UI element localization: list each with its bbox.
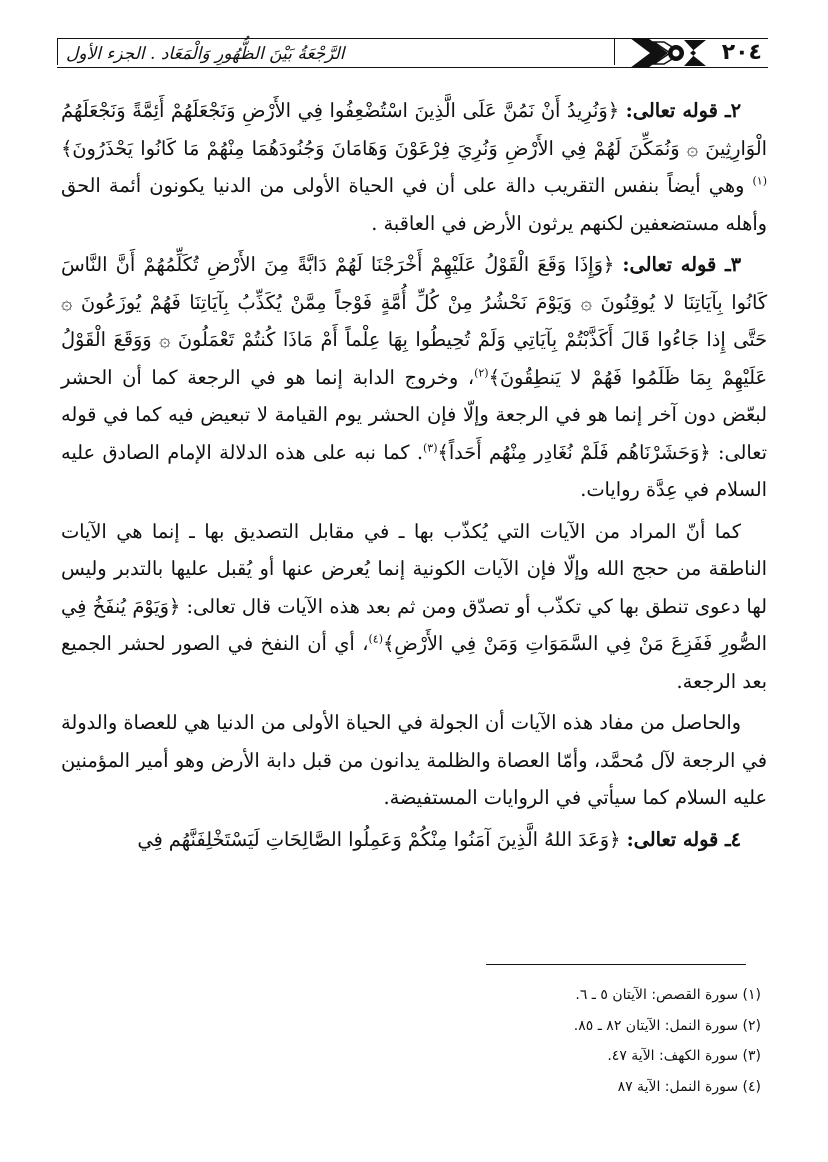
- footnote-separator: [486, 964, 746, 965]
- footnote-ref: (٣): [423, 441, 438, 455]
- quran-verse: ﴿وَعَدَ اللهُ الَّذِينَ آمَنُوا مِنْكُمْ وَعَمِلُوا الصَّالِحَاتِ لَيَسْتَخْلِفَنَّهُم فِي: [137, 827, 621, 851]
- footnote-ref: (٤): [368, 632, 383, 646]
- footnote-ref: (٢): [474, 366, 489, 380]
- paragraph-4: [61, 821, 767, 859]
- paragraph-text: . كما نبه على هذه الدلالة الإمام الصادق عليه السلام في عِدَّة روايات.: [61, 440, 767, 501]
- quran-verse: ﴿وَيَوْمَ يُنفَخُ فِي الصُّورِ فَفَزِعَ مَنْ فِي السَّمَوَاتِ وَمَنْ فِي الأَرْضِ﴾: [61, 594, 767, 655]
- page-header: [57, 34, 768, 70]
- footnote: (٤) سورة النمل: الآية ٨٧: [617, 1078, 761, 1095]
- paragraph-text: كما أنّ المراد من الآيات التي يُكذّب بها ـ في مقابل التصديق بها ـ إنما هي الآيات الناطقة من حجج الله وإلّا فإن الآيات الكونية إنما يُعرض عنها أو يُقبل عليها بالتدبر وليس لها دعوى تنطق بها كي تكذّب أو تصدّق ومن ثم بعد هذه الآيات قال تعالى:: [61, 519, 767, 618]
- quran-verse: ﴿وَإِذَا وَقَعَ الْقَوْلُ عَلَيْهِمْ أَخْرَجْنَا لَهُمْ دَابَّةً مِنَ الأَرْضِ تُكَلِّمُهُمْ أَنَّ النَّاسَ كَانُوا بِآيَاتِنَا لا يُوقِنُونَ ۞ وَيَوْمَ نَحْشُرُ مِنْ كُلِّ أُمَّةٍ فَوْجاً مِمَّنْ يُكَذِّبُ بِآيَاتِنَا فَهُمْ يُوزَعُونَ ۞ حَتَّى إِذا جَاءُوا قَالَ أَكَذَّبْتُمْ بِآيَاتِي وَلَمْ تُحِيطُوا بِهَا عِلْماً أَمْ مَاذَا كُنتُمْ تَعْمَلُونَ ۞ وَوَقَعَ الْقَوْلُ عَلَيْهِمْ بِمَا ظَلَمُوا فَهُمْ لا يَنطِقُونَ﴾: [61, 253, 768, 389]
- quran-verse: ﴿وَنُرِيدُ أَنْ نَمُنَّ عَلَى الَّذِينَ اسْتُضْعِفُوا فِي الأَرْضِ وَنَجْعَلَهُمْ أَئِمَّةً وَنَجْعَلَهُمُ الْوَارِثِينَ ۞ وَنُمَكِّنَ لَهُمْ فِي الأَرْضِ وَنُرِيَ فِرْعَوْنَ وَهَامَانَ وَجُنُودَهُمَا مِنْهُمْ مَا كَانُوا يَحْذَرُونَ﴾: [61, 99, 767, 160]
- item-label: ٤ـ قوله تعالى:: [626, 827, 741, 851]
- paragraph-2: [61, 92, 767, 242]
- paragraph-text: والحاصل من مفاد هذه الآيات أن الجولة في الحياة الأولى من الدنيا هي للعصاة والدولة في الرجعة لآل مُحمَّد، وأمّا العصاة والظلمة يدانون من قبل دابة الأرض وهو أمير المؤمنين عليه السلام كما سيأتي في الروايات المستفيضة.: [61, 711, 767, 809]
- title-frame: [57, 38, 615, 65]
- paragraph-text: ، وخروج الدابة إنما هو في الرجعة كما أن الحشر لبعّض دون آخر إنما هو في الرجعة وإلّا فإن الحشر يوم القيامة لا تبعيض فيه كما في قوله تعالى:: [61, 365, 767, 464]
- footnote: (٣) سورة الكهف: الآية ٤٧.: [607, 1048, 761, 1064]
- footnote: (١) سورة القصص: الآيتان ٥ ـ ٦.: [575, 987, 761, 1003]
- footnotes: [61, 980, 761, 1102]
- main-content: [61, 92, 767, 858]
- footnote-ref: (١): [752, 174, 767, 188]
- header-ornament-icon: [630, 38, 706, 68]
- footnote: (٢) سورة النمل: الآيتان ٨٢ ـ ٨٥.: [573, 1017, 761, 1034]
- page-number: ٢٠٤: [721, 40, 762, 65]
- paragraph-explanation: [61, 513, 767, 701]
- item-label: ٣ـ قوله تعالى:: [622, 253, 741, 276]
- paragraph-text: ، أي أن النفخ في الصور لحشر الجميع بعد الرجعة.: [61, 632, 767, 693]
- paragraph-text: وهي أيضاً بنفس التقريب دالة على أن في الحياة الأولى من الدنيا يكونون أئمة الحق وأهله مستضعفين لكنهم يرثون الأرض في العاقبة .: [61, 174, 767, 235]
- paragraph-summary: [61, 704, 767, 817]
- quran-verse: ﴿وَحَشَرْنَاهُم فَلَمْ نُغَادِر مِنْهُم أَحَداً﴾: [437, 440, 711, 464]
- item-label: ٢ـ قوله تعالى:: [625, 99, 741, 122]
- book-title: الرَّجْعَةُ بَيْنَ الظُّهُورِ وَالْمَعَاد . الجزء الأول: [66, 44, 345, 64]
- paragraph-3: [61, 246, 767, 509]
